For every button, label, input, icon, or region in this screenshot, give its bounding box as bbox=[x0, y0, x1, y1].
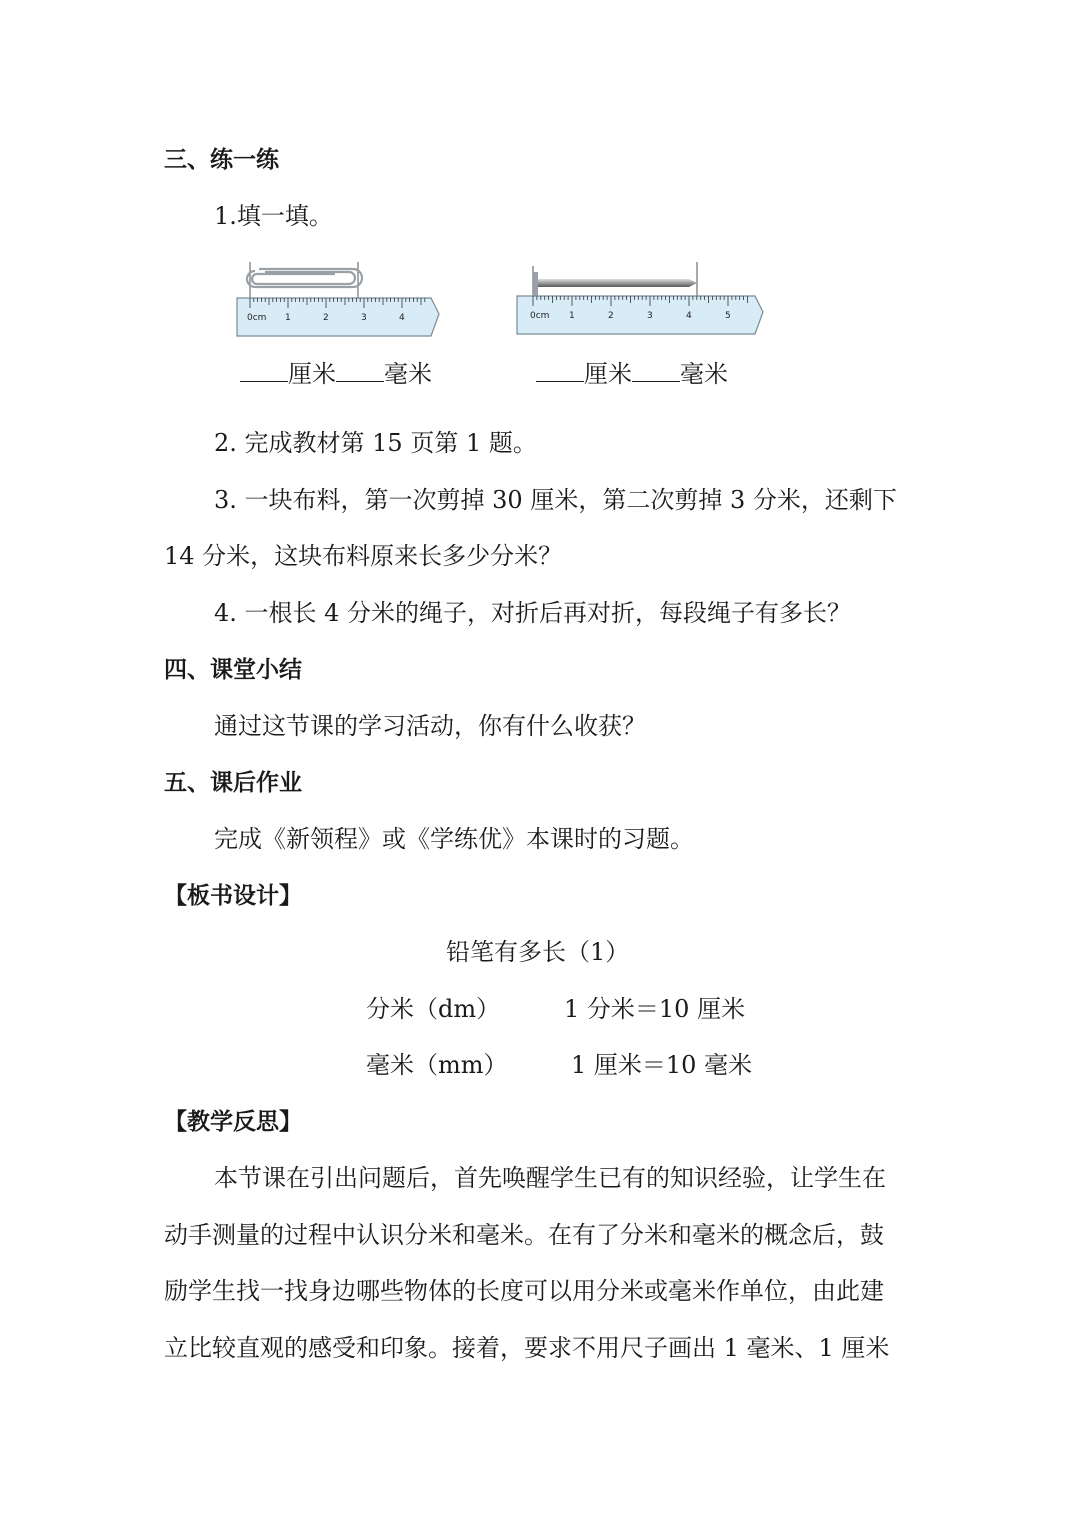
unit-mm-1: 毫米 bbox=[384, 360, 432, 388]
paperclip-icon bbox=[247, 269, 362, 287]
section-5-text: 完成《新领程》或《学练优》本课时的习题。 bbox=[214, 825, 694, 853]
board-row-2-right: 1 厘米＝10 毫米 bbox=[571, 1051, 753, 1079]
question-3-line-2: 14 分米，这块布料原来长多少分米？ bbox=[164, 542, 563, 570]
board-title: 铅笔有多长（1） bbox=[446, 938, 630, 966]
blank-mm-2[interactable] bbox=[632, 357, 680, 382]
ruler-tick-label: 0cm bbox=[530, 311, 550, 321]
section-4-heading: 四、课堂小结 bbox=[164, 657, 302, 683]
ruler-nail-image bbox=[515, 260, 770, 340]
ruler-tick-label: 3 bbox=[361, 313, 367, 323]
ruler-tick-label: 0cm bbox=[247, 313, 267, 323]
blank-cm-1[interactable] bbox=[240, 357, 288, 382]
reflection-heading: 【教学反思】 bbox=[164, 1109, 302, 1135]
board-row-1-right: 1 分米＝10 厘米 bbox=[564, 995, 746, 1023]
board-design-heading: 【板书设计】 bbox=[164, 883, 302, 909]
blank-mm-1[interactable] bbox=[336, 357, 384, 382]
question-3-line-1: 3. 一块布料，第一次剪掉 30 厘米，第二次剪掉 3 分米，还剩下 bbox=[214, 486, 897, 514]
unit-mm-2: 毫米 bbox=[680, 360, 728, 388]
reflection-line: 立比较直观的感受和印象。接着，要求不用尺子画出 1 毫米、1 厘米 bbox=[164, 1334, 890, 1362]
section-3-heading: 三、练一练 bbox=[164, 147, 279, 173]
unit-cm-1: 厘米 bbox=[288, 360, 336, 388]
section-4-text: 通过这节课的学习活动，你有什么收获？ bbox=[214, 712, 646, 740]
ruler-tick-label: 5 bbox=[725, 311, 731, 321]
ruler-tick-label: 1 bbox=[285, 313, 291, 323]
ruler-tick-label: 4 bbox=[686, 311, 692, 321]
ruler-tick-label: 3 bbox=[647, 311, 653, 321]
ruler-figure-2 bbox=[515, 260, 770, 340]
ruler-figure-1 bbox=[235, 260, 445, 340]
ruler-tick-label: 2 bbox=[608, 311, 614, 321]
answer-blank-2 bbox=[536, 357, 728, 389]
ruler-tick-label: 2 bbox=[323, 313, 329, 323]
ruler-tick-label: 1 bbox=[569, 311, 575, 321]
answer-blank-1 bbox=[240, 357, 432, 389]
question-2: 2. 完成教材第 15 页第 1 题。 bbox=[214, 429, 537, 457]
ruler-paperclip-image bbox=[235, 260, 445, 340]
reflection-line: 动手测量的过程中认识分米和毫米。在有了分米和毫米的概念后，鼓 bbox=[164, 1221, 884, 1249]
board-row-1-left: 分米（dm） bbox=[366, 995, 501, 1023]
section-5-heading: 五、课后作业 bbox=[164, 770, 302, 796]
board-row-2-left: 毫米（mm） bbox=[366, 1051, 508, 1079]
unit-cm-2: 厘米 bbox=[584, 360, 632, 388]
blank-cm-2[interactable] bbox=[536, 357, 584, 382]
reflection-line: 本节课在引出问题后，首先唤醒学生已有的知识经验，让学生在 bbox=[214, 1164, 886, 1192]
question-1: 1.填一填。 bbox=[214, 202, 333, 230]
reflection-line: 励学生找一找身边哪些物体的长度可以用分米或毫米作单位，由此建 bbox=[164, 1277, 884, 1305]
nail-icon bbox=[533, 272, 697, 298]
ruler-tick-label: 4 bbox=[399, 313, 405, 323]
question-4: 4. 一根长 4 分米的绳子，对折后再对折，每段绳子有多长？ bbox=[214, 599, 852, 627]
